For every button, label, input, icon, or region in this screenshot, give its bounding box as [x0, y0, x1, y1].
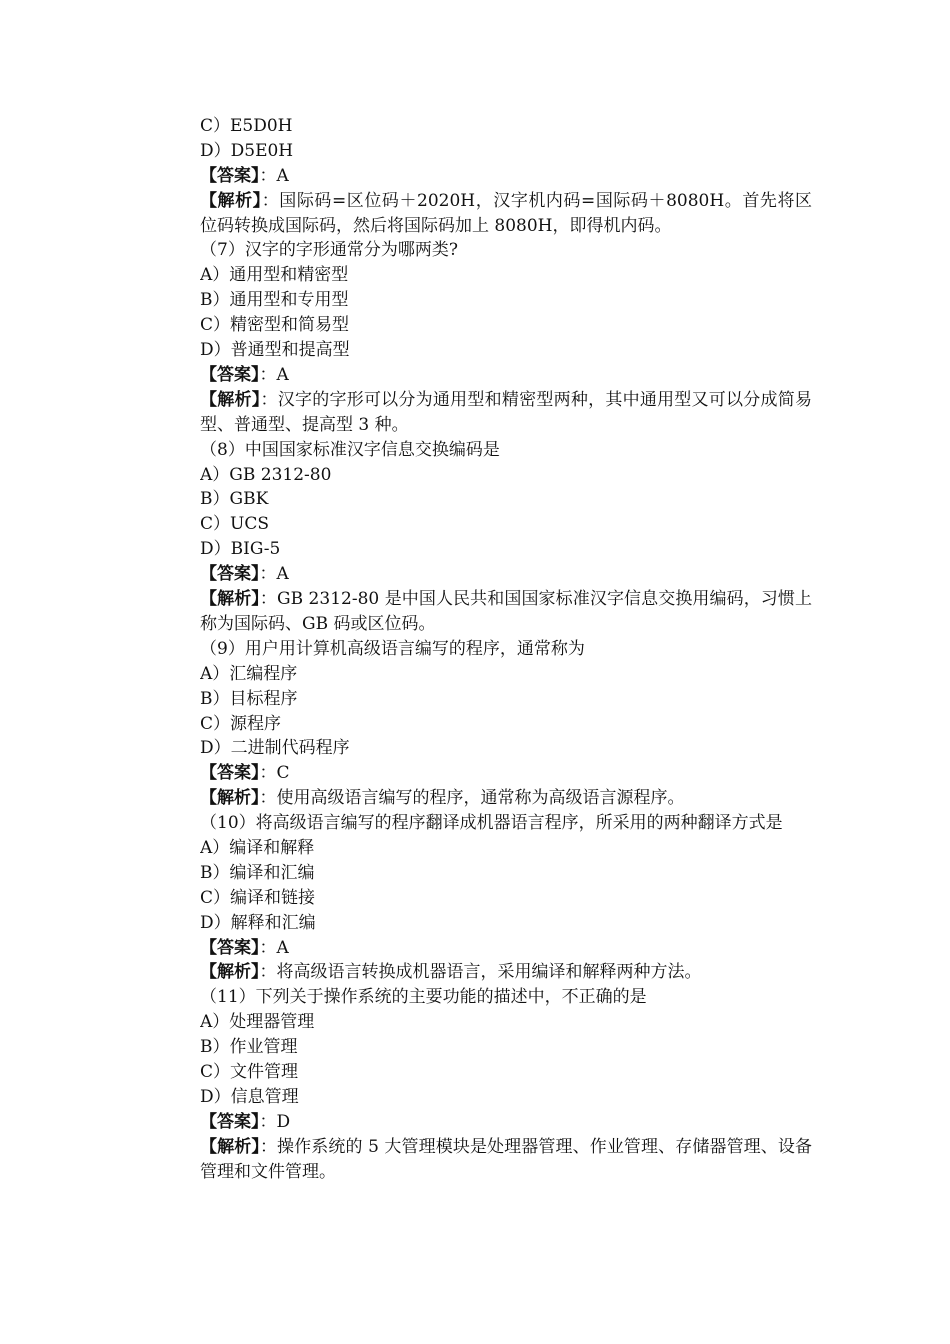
- analysis-line: [200, 1135, 812, 1185]
- answer-line: [200, 363, 812, 388]
- analysis-line: [200, 189, 812, 239]
- analysis-label: 【解析】: [200, 788, 260, 809]
- answer-label: 【答案】: [200, 165, 260, 186]
- analysis-label: 【解析】: [200, 589, 260, 610]
- analysis-line: [200, 587, 812, 637]
- option-line: B）目标程序: [200, 688, 298, 709]
- option-line: A）汇编程序: [200, 663, 298, 684]
- option-line: A）编译和解释: [200, 838, 315, 858]
- option-line: C）E5D0H: [200, 116, 293, 136]
- option-line: C）精密型和简易型: [200, 315, 350, 336]
- question-line: （9）用户用计算机高级语言编写的程序，通常称为: [200, 638, 585, 659]
- answer-line: [200, 761, 812, 786]
- question-line: （8）中国国家标准汉字信息交换编码是: [200, 439, 500, 460]
- answer-text: ：A: [259, 564, 289, 585]
- option-line: A）通用型和精密型: [200, 265, 349, 286]
- analysis-text: ：使用高级语言编写的程序，通常称为高级语言源程序。: [259, 788, 685, 809]
- answer-text: ：A: [259, 364, 289, 385]
- answer-label: 【答案】: [200, 1111, 260, 1132]
- answer-label: 【答案】: [200, 763, 260, 784]
- answer-label: 【答案】: [200, 937, 260, 958]
- answer-text: ：D: [259, 1111, 291, 1132]
- analysis-label: 【解析】: [200, 190, 262, 211]
- analysis-line: [200, 960, 812, 985]
- option-line: A）GB 2312-80: [200, 464, 332, 485]
- answer-line: [200, 936, 812, 961]
- answer-text: ：C: [259, 763, 290, 784]
- document-page: [200, 114, 812, 1185]
- option-line: D）普通型和提高型: [200, 340, 350, 361]
- question-line: （10）将高级语言编写的程序翻译成机器语言程序，所采用的两种翻译方式是: [200, 813, 783, 834]
- answer-text: ：A: [259, 937, 289, 958]
- answer-label: 【答案】: [200, 364, 260, 385]
- question-line: （11）下列关于操作系统的主要功能的描述中，不正确的是: [200, 987, 647, 1008]
- option-line: C）源程序: [200, 713, 282, 734]
- analysis-label: 【解析】: [200, 389, 261, 410]
- option-line: D）二进制代码程序: [200, 738, 350, 759]
- option-line: D）信息管理: [200, 1086, 299, 1107]
- analysis-line: [200, 786, 812, 811]
- analysis-line: [200, 388, 812, 438]
- analysis-text: ：汉字的字形可以分为通用型和精密型两种，其中通用型又可以分成简易型、普通型、提高型 3 种。: [200, 389, 812, 435]
- option-line: B）编译和汇编: [200, 862, 315, 883]
- analysis-label: 【解析】: [200, 962, 260, 983]
- question-line: （7）汉字的字形通常分为哪两类?: [200, 240, 458, 261]
- analysis-text: ：GB 2312-80 是中国人民共和国国家标准汉字信息交换用编码，习惯上称为国际码、GB 码或区位码。: [200, 589, 812, 634]
- answer-text: ：A: [259, 165, 289, 186]
- answer-line: [200, 164, 812, 189]
- option-line: C）编译和链接: [200, 887, 316, 908]
- option-line: D）解释和汇编: [200, 912, 316, 933]
- analysis-text: ：国际码=区位码＋2020H，汉字机内码=国际码＋8080H。首先将区位码转换成国际码，然后将国际码加上 8080H，即得机内码。: [200, 190, 812, 236]
- option-line: C）UCS: [200, 514, 269, 535]
- option-line: B）作业管理: [200, 1037, 298, 1058]
- option-line: A）处理器管理: [200, 1012, 315, 1033]
- option-line: C）文件管理: [200, 1062, 299, 1083]
- option-line: B）通用型和专用型: [200, 290, 349, 311]
- answer-label: 【答案】: [200, 564, 260, 585]
- analysis-text: ：操作系统的 5 大管理模块是处理器管理、作业管理、存储器管理、设备管理和文件管理。: [200, 1136, 812, 1182]
- answer-line: [200, 562, 812, 587]
- option-line: D）BIG-5: [200, 539, 281, 560]
- analysis-text: ：将高级语言转换成机器语言，采用编译和解释两种方法。: [259, 962, 702, 983]
- option-line: B）GBK: [200, 489, 269, 510]
- analysis-label: 【解析】: [200, 1136, 260, 1157]
- option-line: D）D5E0H: [200, 140, 294, 161]
- answer-line: [200, 1110, 812, 1135]
